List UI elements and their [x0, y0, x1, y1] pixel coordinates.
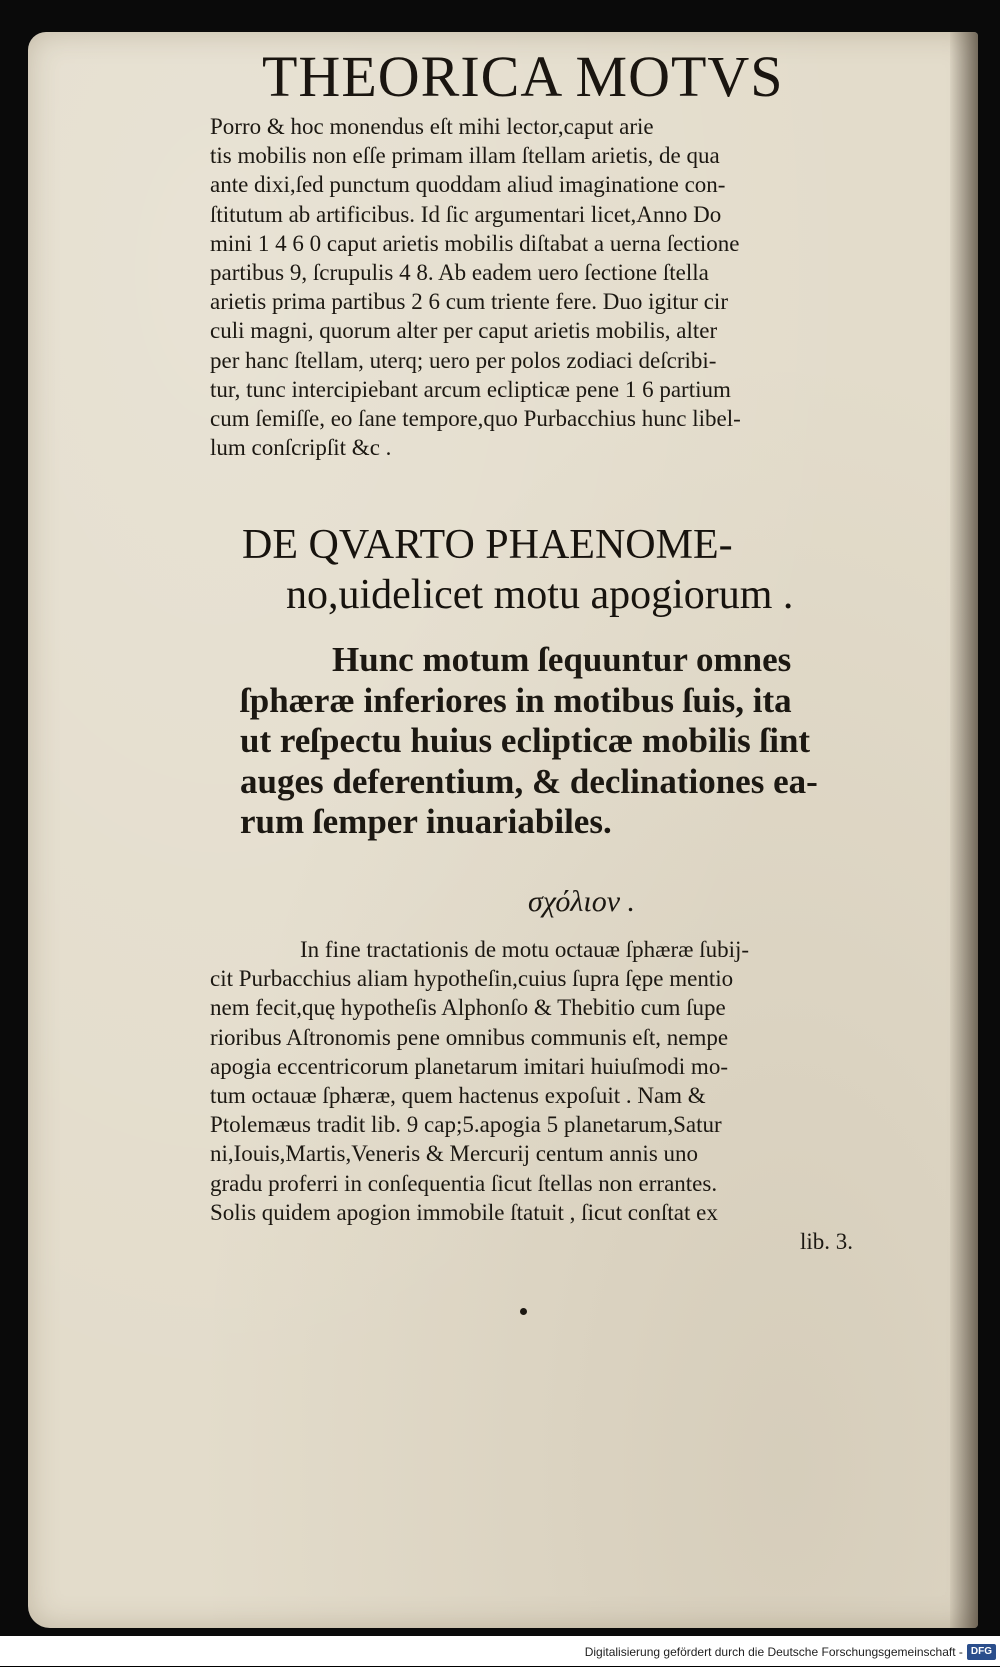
- paragraph-3: [210, 935, 910, 1256]
- text-line: auges deferentium, & declinationes ea-: [240, 761, 818, 801]
- paragraph-2: [240, 640, 910, 843]
- text-line: ni,Iouis,Martis,Veneris & Mercurij centum annis uno: [210, 1141, 699, 1167]
- text-line: ſtitutum ab artificibus. Id ſic argumentari licet,Anno Do: [210, 201, 722, 227]
- dfg-logo: DFG: [967, 1644, 996, 1660]
- text-line: apogia eccentricorum planetarum imitari huiuſmodi mo-: [210, 1053, 728, 1079]
- text-line: Solis quidem apogion immobile ſtatuit , ſicut conſtat ex: [210, 1199, 718, 1225]
- text-line: arietis prima partibus 2 6 cum triente fere. Duo igitur cir: [210, 289, 728, 315]
- text-line: ut reſpectu huius eclipticæ mobilis ſint: [240, 721, 811, 760]
- text-line: gradu proferri in conſequentia ſicut ſtellas non errantes.: [210, 1170, 718, 1196]
- scholion-label: σχόλιον .: [528, 885, 636, 918]
- text-line: lib. 3.: [800, 1229, 854, 1255]
- printer-dot-ornament: [520, 1308, 527, 1315]
- text-line: culi magni, quorum alter per caput arietis mobilis, alter: [210, 318, 718, 344]
- section-heading: [242, 520, 942, 620]
- text-line: per hanc ſtellam, uterq; uero per polos zodiaci deſcribi-: [210, 347, 717, 373]
- text-line: partibus 9, ſcrupulis 4 8. Ab eadem uero ſectione ſtella: [210, 260, 709, 286]
- text-line: tis mobilis non eſſe primam illam ſtellam arietis, de qua: [210, 143, 720, 169]
- footer-credit-text: Digitalisierung gefördert durch die Deutsche Forschungsgemeinschaft -: [584, 1644, 963, 1659]
- text-line: rum ſemper inuariabiles.: [240, 802, 612, 841]
- paragraph-1: [210, 112, 910, 462]
- text-line: lum conſcripſit &c .: [210, 435, 392, 461]
- text-line: rioribus Aſtronomis pene omnibus communis eſt, nempe: [210, 1024, 729, 1050]
- text-line: Porro & hoc monendus eſt mihi lector,caput arie: [210, 114, 654, 139]
- text-line: Hunc motum ſequuntur omnes: [332, 640, 792, 679]
- text-line: tur, tunc intercipiebant arcum eclipticæ pene 1 6 partium: [210, 376, 731, 402]
- page-gutter-shadow: [950, 32, 978, 1628]
- running-head: THEORICA MOTVS: [262, 44, 784, 109]
- heading-line-1: DE QVARTO PHAENOME-: [242, 522, 733, 568]
- text-line: cum ſemiſſe, eo ſane tempore,quo Purbacchius hunc libel-: [210, 406, 741, 432]
- text-line: tum octauæ ſphæræ, quem hactenus expoſuit . Nam &: [210, 1083, 706, 1109]
- text-line: nem fecit,quę hypotheſis Alphonſo & Thebitio cum ſupe: [210, 995, 726, 1021]
- text-line: cit Purbacchius aliam hypotheſin,cuius ſupra ſępe mentio: [210, 966, 734, 992]
- text-line: mini 1 4 6 0 caput arietis mobilis diſtabat a uerna ſectione: [210, 230, 740, 256]
- digitization-footer: [0, 1636, 1000, 1666]
- text-line: ſphæræ inferiores in motibus ſuis, ita: [240, 680, 792, 720]
- text-line: In fine tractationis de motu octauæ ſphæræ ſubij-: [300, 937, 750, 962]
- text-line: Ptolemæus tradit lib. 9 cap;5.apogia 5 planetarum,Satur: [210, 1112, 722, 1138]
- heading-line-2: no,uidelicet motu apogiorum .: [286, 572, 794, 618]
- text-line: ante dixi,ſed punctum quoddam aliud imaginatione con-: [210, 172, 726, 198]
